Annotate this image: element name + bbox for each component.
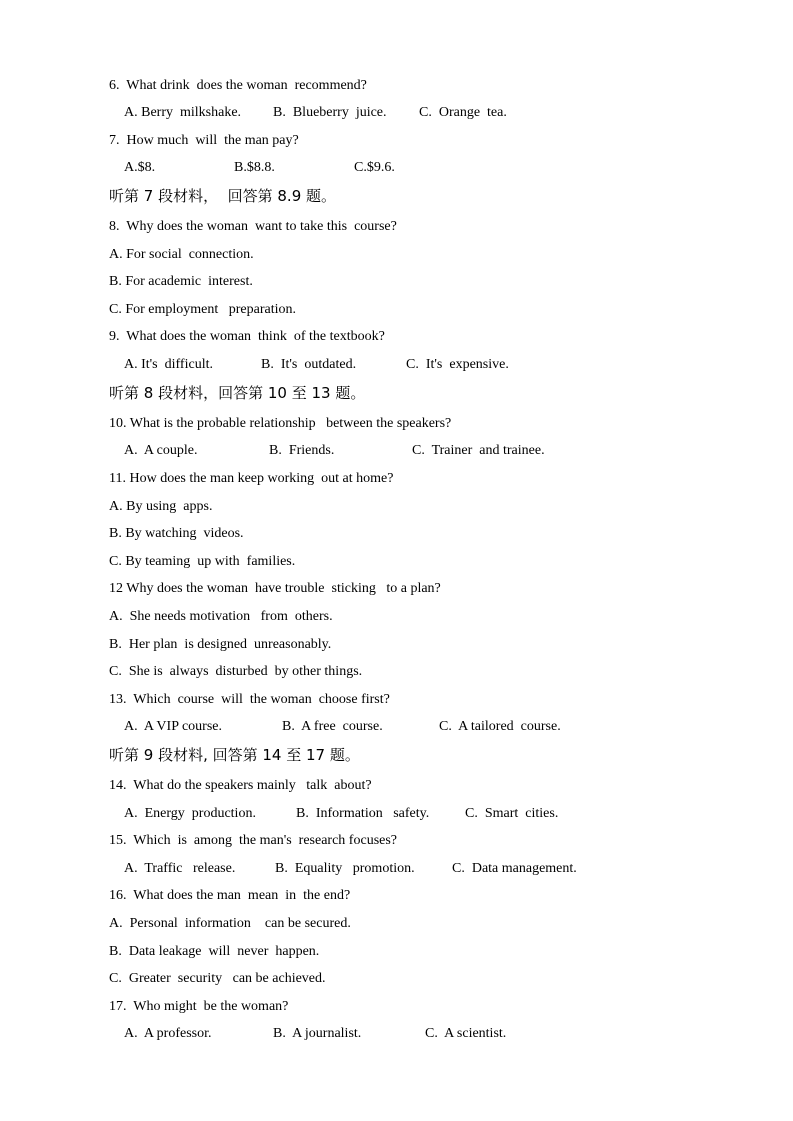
option-a: A. A couple. [124, 443, 198, 458]
option-c: C. For employment preparation. [109, 302, 297, 317]
option-b: B. For academic interest. [109, 274, 253, 289]
question-15: 15. Which is among the man's research focuses? [109, 833, 398, 848]
option-b: B. Friends. [269, 443, 335, 458]
question-14: 14. What do the speakers mainly talk about? [109, 778, 372, 793]
option-c: C. Greater security can be achieved. [109, 971, 326, 986]
option-c: C. Orange tea. [419, 105, 507, 120]
option-a: A. It's difficult. [124, 357, 213, 372]
option-b: B. Equality promotion. [275, 861, 415, 876]
question-7: 7. How much will the man pay? [109, 133, 299, 148]
option-a: A. A VIP course. [124, 719, 222, 734]
option-b: B.$8.8. [234, 160, 275, 175]
option-c: C. She is always disturbed by other things. [109, 664, 363, 679]
option-c: C. By teaming up with families. [109, 554, 296, 569]
section-heading-9: 听第 9 段材料, 回答第 14 至 17 题。 [109, 746, 360, 764]
option-a: A. A professor. [124, 1026, 212, 1041]
option-c: C. A tailored course. [439, 719, 561, 734]
section-heading-7: 听第 7 段材料， 回答第 8.9 题。 [109, 187, 337, 205]
option-c: C. It's expensive. [406, 357, 509, 372]
question-10: 10. What is the probable relationship between the speakers? [109, 416, 452, 431]
question-11: 11. How does the man keep working out at home? [109, 471, 394, 486]
option-b: B. Data leakage will never happen. [109, 944, 320, 959]
option-b: B. A free course. [282, 719, 383, 734]
section-heading-8: 听第 8 段材料，回答第 10 至 13 题。 [109, 384, 366, 402]
option-a: A. Energy production. [124, 806, 256, 821]
option-b: B. It's outdated. [261, 357, 357, 372]
option-a: A. By using apps. [109, 499, 213, 514]
question-8: 8. Why does the woman want to take this course? [109, 219, 397, 234]
option-b: B. Her plan is designed unreasonably. [109, 637, 332, 652]
question-9: 9. What does the woman think of the textbook? [109, 329, 385, 344]
option-b: B. Information safety. [296, 806, 430, 821]
option-b: B. A journalist. [273, 1026, 362, 1041]
option-c: C. Trainer and trainee. [412, 443, 545, 458]
option-a: A. Berry milkshake. [124, 105, 242, 120]
option-c: C.$9.6. [354, 160, 395, 175]
option-a: A. For social connection. [109, 247, 254, 262]
option-c: C. Smart cities. [465, 806, 559, 821]
option-c: C. A scientist. [425, 1026, 507, 1041]
question-12: 12 Why does the woman have trouble sticking to a plan? [109, 581, 441, 596]
question-6: 6. What drink does the woman recommend? [109, 78, 367, 93]
question-13: 13. Which course will the woman choose first? [109, 692, 390, 707]
option-a: A. She needs motivation from others. [109, 609, 333, 624]
option-b: B. Blueberry juice. [273, 105, 387, 120]
option-c: C. Data management. [452, 861, 577, 876]
option-a: A. Traffic release. [124, 861, 236, 876]
question-16: 16. What does the man mean in the end? [109, 888, 351, 903]
option-a: A.$8. [124, 160, 156, 175]
option-b: B. By watching videos. [109, 526, 244, 541]
question-17: 17. Who might be the woman? [109, 999, 289, 1014]
question-17-options [124, 1025, 507, 1115]
option-a: A. Personal information can be secured. [109, 916, 351, 931]
